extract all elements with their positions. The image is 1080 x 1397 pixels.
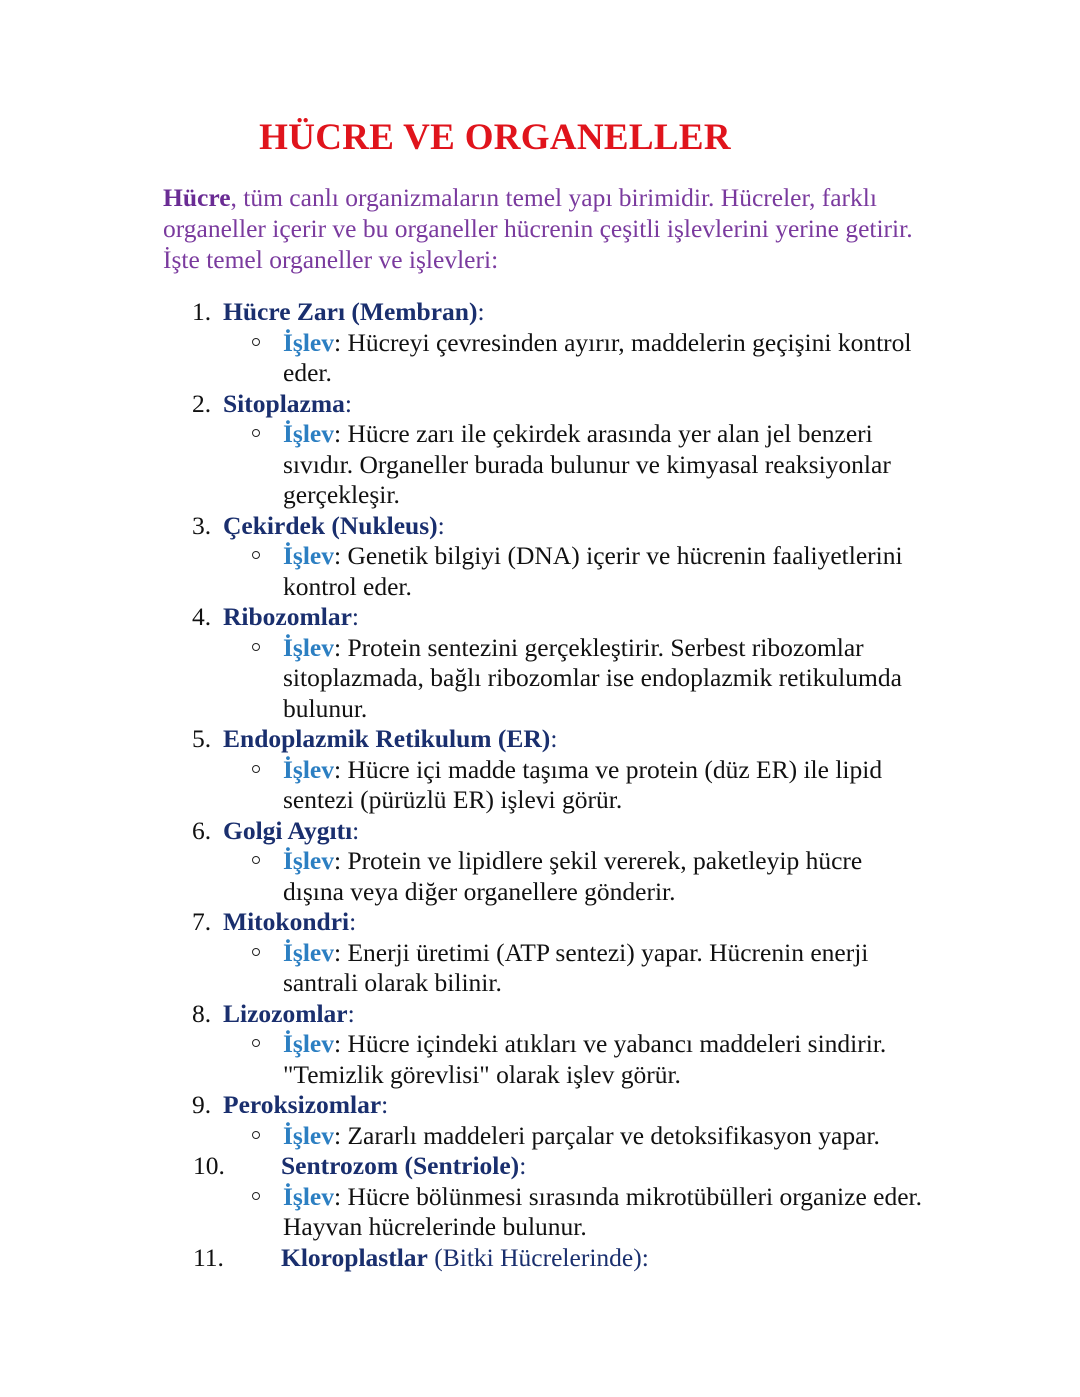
item-number: 7. — [192, 907, 212, 936]
item-colon: : — [347, 998, 355, 1028]
item-heading — [0, 724, 1080, 755]
item-function — [0, 633, 923, 725]
list-item — [0, 1151, 1080, 1243]
item-heading — [0, 511, 1080, 542]
islev-label: İşlev — [283, 419, 334, 448]
item-heading — [0, 389, 1080, 420]
circle-bullet-icon — [252, 948, 260, 956]
item-description: : Protein ve lipidlere şekil vererek, paketleyip hücre dışına veya diğer organellere gönderir. — [283, 846, 863, 906]
item-description: : Hücre içindeki atıkları ve yabancı maddeleri sindirir. "Temizlik görevlisi" olarak işlev görür. — [283, 1029, 887, 1089]
circle-bullet-icon — [252, 1039, 260, 1047]
item-name: Endoplazmik Retikulum (ER) — [223, 724, 551, 753]
islev-label: İşlev — [283, 937, 334, 967]
item-description: : Zararlı maddeleri parçalar ve detoksifikasyon yapar. — [334, 1120, 880, 1150]
item-name: Hücre Zarı (Membran) — [223, 297, 478, 326]
islev-label: İşlev — [283, 327, 334, 357]
item-function — [0, 1182, 923, 1243]
item-description: : Hücre zarı ile çekirdek arasında yer alan jel benzeri sıvıdır. Organeller burada bulunur ve kimyasal reaksiyonlar gerçekleşir. — [283, 419, 891, 509]
item-number: 11. — [193, 1242, 224, 1272]
intro-text: , tüm canlı organizmaların temel yapı birimidir. Hücreler, farklı organeller içerir ve bu organeller hücrenin çeşitli işlevlerini yerine getirir. İşte temel organeller ve işlevleri: — [163, 183, 913, 274]
circle-bullet-icon — [252, 338, 260, 346]
item-colon: : — [349, 907, 357, 936]
item-colon: : — [550, 724, 558, 753]
item-function — [0, 1029, 923, 1090]
item-heading — [0, 816, 1080, 847]
list-item — [0, 816, 1080, 908]
list-item — [0, 511, 1080, 603]
list-item — [0, 1243, 1080, 1274]
item-description: : Hücre içi madde taşıma ve protein (düz ER) ile lipid sentezi (pürüzlü ER) işlevi görür. — [283, 754, 883, 814]
item-number: 8. — [192, 998, 212, 1028]
item-name: Mitokondri — [223, 907, 350, 936]
item-number: 5. — [192, 724, 212, 753]
item-colon: : — [641, 1242, 649, 1272]
list-item — [0, 724, 1080, 816]
item-name: Ribozomlar — [223, 602, 352, 631]
islev-label: İşlev — [283, 632, 334, 662]
intro-highlight: Hücre — [163, 183, 231, 212]
item-name: Lizozomlar — [223, 998, 348, 1028]
item-function — [0, 541, 923, 602]
item-number: 4. — [192, 602, 212, 631]
item-number: 3. — [192, 510, 212, 540]
item-heading — [0, 1151, 1080, 1182]
item-colon: : — [351, 602, 359, 631]
circle-bullet-icon — [252, 643, 260, 651]
item-heading — [0, 602, 1080, 633]
intro-paragraph — [163, 182, 933, 275]
list-item — [0, 297, 1080, 389]
islev-label: İşlev — [283, 541, 334, 570]
islev-label: İşlev — [283, 1181, 334, 1211]
item-number: 6. — [192, 815, 212, 845]
item-number: 9. — [192, 1090, 212, 1119]
islev-label: İşlev — [283, 1029, 334, 1058]
item-colon: : — [352, 815, 360, 845]
item-description: : Genetik bilgiyi (DNA) içerir ve hücrenin faaliyetlerini kontrol eder. — [283, 541, 903, 601]
islev-label: İşlev — [283, 1120, 334, 1150]
item-colon: : — [519, 1151, 527, 1180]
item-function — [0, 846, 923, 907]
item-heading — [0, 297, 1080, 328]
item-description: : Protein sentezini gerçekleştirir. Serbest ribozomlar sitoplazmada, bağlı ribozomlar ise endoplazmik retikulumda bulunur. — [283, 632, 902, 723]
item-heading — [0, 999, 1080, 1030]
item-name: Golgi Aygıtı — [223, 815, 353, 845]
item-number: 1. — [192, 297, 212, 326]
list-item — [0, 907, 1080, 999]
item-description: : Enerji üretimi (ATP sentezi) yapar. Hücrenin enerji santrali olarak bilinir. — [283, 937, 869, 997]
item-description: : Hücre bölünmesi sırasında mikrotübülleri organize eder. Hayvan hücrelerinde bulunur. — [283, 1181, 922, 1241]
circle-bullet-icon — [252, 765, 260, 773]
item-name: Çekirdek (Nukleus) — [223, 510, 438, 540]
item-heading — [0, 1243, 1080, 1274]
item-function — [0, 1121, 923, 1152]
circle-bullet-icon — [252, 429, 260, 437]
list-item — [0, 999, 1080, 1091]
item-extra: (Bitki Hücrelerinde) — [427, 1242, 642, 1272]
item-function — [0, 419, 923, 511]
item-colon: : — [381, 1090, 389, 1119]
organelle-list — [0, 297, 1080, 1273]
circle-bullet-icon — [252, 551, 260, 559]
list-item — [0, 1090, 1080, 1151]
item-colon: : — [477, 297, 485, 326]
item-heading — [0, 1090, 1080, 1121]
item-function — [0, 938, 923, 999]
item-colon: : — [437, 510, 445, 540]
circle-bullet-icon — [252, 856, 260, 864]
circle-bullet-icon — [252, 1192, 260, 1200]
circle-bullet-icon — [252, 1131, 260, 1139]
list-item — [0, 389, 1080, 511]
item-function — [0, 755, 923, 816]
item-heading — [0, 907, 1080, 938]
islev-label: İşlev — [283, 754, 334, 784]
item-number: 10. — [193, 1151, 225, 1180]
islev-label: İşlev — [283, 846, 334, 875]
item-function — [0, 328, 923, 389]
list-item — [0, 602, 1080, 724]
item-name: Peroksizomlar — [223, 1090, 382, 1119]
item-description: : Hücreyi çevresinden ayırır, maddelerin geçişini kontrol eder. — [283, 327, 912, 387]
item-name: Kloroplastlar — [281, 1242, 428, 1272]
item-number: 2. — [192, 388, 212, 418]
page-title: HÜCRE VE ORGANELLER — [259, 117, 731, 158]
item-name: Sentrozom (Sentriole) — [281, 1151, 520, 1180]
item-name: Sitoplazma — [223, 388, 345, 418]
item-colon: : — [344, 388, 352, 418]
